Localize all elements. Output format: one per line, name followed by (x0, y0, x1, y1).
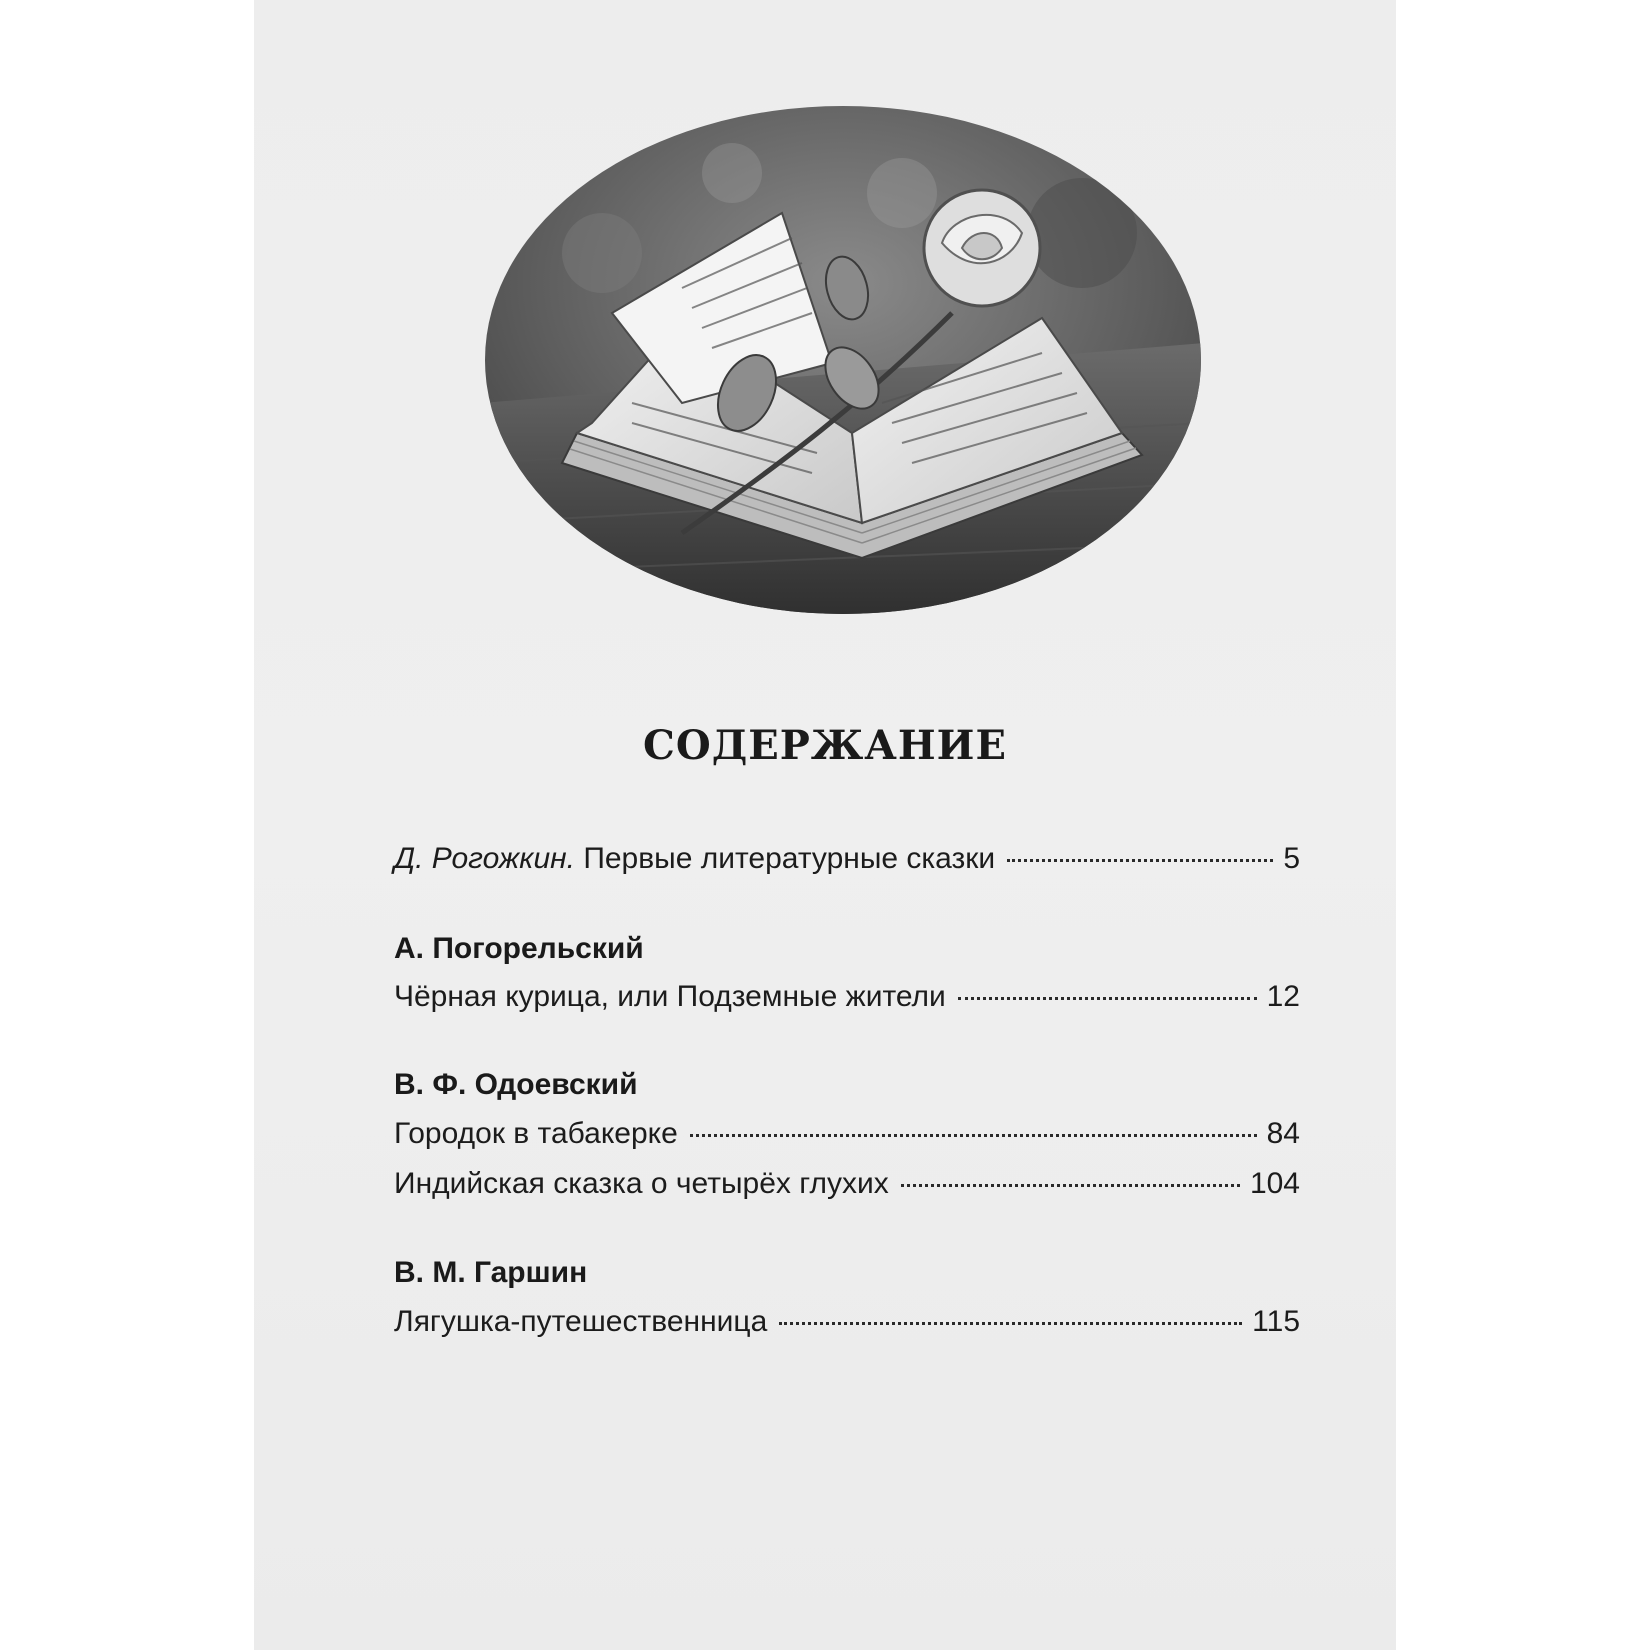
intro-author: Д. Рогожкин. (394, 842, 575, 875)
section-author: В. Ф. Одоевский (394, 1068, 638, 1101)
work-title: Городок в табакерке (394, 1117, 678, 1150)
toc-entry[interactable] (394, 980, 1300, 1014)
toc-entry-intro[interactable] (394, 842, 1300, 876)
work-title: Чёрная курица, или Подземные жители (394, 980, 946, 1013)
work-page-number: 104 (1249, 1167, 1300, 1200)
work-page-number: 115 (1252, 1305, 1300, 1338)
book-page (254, 0, 1396, 1650)
section-author: В. М. Гаршин (394, 1256, 588, 1289)
toc-entry[interactable] (394, 1167, 1300, 1201)
section-author: А. Погорельский (394, 932, 644, 965)
intro-title: Первые литературные сказки (583, 842, 996, 875)
work-page-number: 12 (1266, 980, 1300, 1013)
dot-leader (901, 1184, 1240, 1187)
toc-heading: СОДЕРЖАНИЕ (643, 722, 1007, 769)
dot-leader (1007, 859, 1273, 862)
toc-entry[interactable] (394, 1305, 1300, 1339)
work-page-number: 84 (1266, 1117, 1300, 1150)
work-title: Индийская сказка о четырёх глухих (394, 1167, 889, 1200)
dot-leader (958, 997, 1257, 1000)
toc-entry[interactable] (394, 1117, 1300, 1151)
intro-page-number: 5 (1283, 842, 1300, 875)
work-title: Лягушка-путешественница (394, 1305, 768, 1338)
dot-leader (779, 1322, 1242, 1325)
book-and-rose-illustration (482, 103, 1204, 618)
dot-leader (690, 1134, 1257, 1137)
